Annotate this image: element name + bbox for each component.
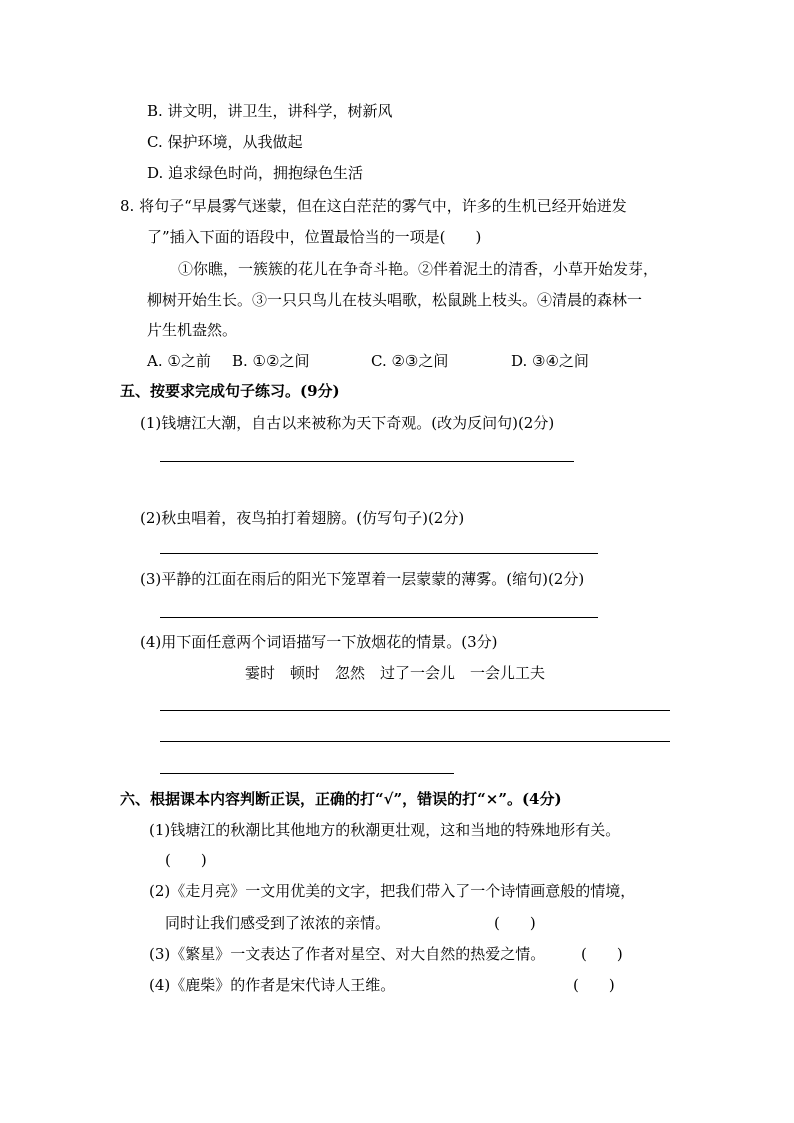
section5-q4: (4)用下面任意两个词语描写一下放烟花的情景。(3分)	[140, 633, 498, 651]
q8-passage-line1: ①你瞧，一簇簇的花儿在争奇斗艳。②伴着泥土的清香，小草开始发芽，	[178, 260, 659, 278]
section6-q4: (4)《鹿柴》的作者是宋代诗人王维。	[149, 976, 396, 994]
word-list: 霎时 顿时 忽然 过了一会儿 一会儿工夫	[245, 664, 546, 682]
section6-q1: (1)钱塘江的秋潮比其他地方的秋潮更壮观，这和当地的特殊地形有关。	[149, 821, 621, 839]
answer-parentheses[interactable]: ( )	[581, 945, 623, 963]
q8-option-a: A. ①之前	[147, 352, 211, 370]
answer-parentheses[interactable]: ( )	[573, 976, 615, 994]
q8-passage-line2: 柳树开始生长。③一只只鸟儿在枝头唱歌，松鼠跳上枝头。④清晨的森林一	[147, 291, 643, 309]
q7-option-d: D. 追求绿色时尚，拥抱绿色生活	[147, 164, 364, 182]
section6-title: 六、根据课本内容判断正误，正确的打“√”，错误的打“×”。(4分)	[120, 790, 562, 808]
section5-q1: (1)钱塘江大潮，自古以来被称为天下奇观。(改为反问句)(2分)	[140, 414, 555, 432]
q8-stem-line1: 8. 将句子“早晨雾气迷蒙，但在这白茫茫的雾气中，许多的生机已经开始迸发	[120, 197, 627, 215]
section6-q2-line1: (2)《走月亮》一文用优美的文字，把我们带入了一个诗情画意般的情境，	[149, 882, 636, 900]
section6-q3: (3)《繁星》一文表达了作者对星空、对大自然的热爱之情。	[149, 945, 546, 963]
q8-stem-line2: 了”插入下面的语段中，位置最恰当的一项是( )	[147, 228, 482, 246]
q8-option-d: D. ③④之间	[511, 352, 589, 370]
q7-option-b: B. 讲文明，讲卫生，讲科学，树新风	[147, 102, 393, 120]
section5-q2: (2)秋虫唱着，夜鸟拍打着翅膀。(仿写句子)(2分)	[140, 509, 465, 527]
section5-title: 五、按要求完成句子练习。(9分)	[120, 382, 340, 400]
answer-parentheses[interactable]: ( )	[165, 851, 207, 869]
section5-q3: (3)平静的江面在雨后的阳光下笼罩着一层蒙蒙的薄雾。(缩句)(2分)	[140, 570, 585, 588]
answer-parentheses[interactable]: ( )	[494, 914, 536, 932]
answer-line[interactable]	[160, 617, 598, 618]
q8-option-b: B. ①②之间	[232, 352, 310, 370]
answer-line[interactable]	[160, 741, 670, 742]
q8-passage-line3: 片生机盎然。	[147, 321, 238, 339]
q8-option-c: C. ②③之间	[371, 352, 449, 370]
answer-line[interactable]	[160, 773, 454, 774]
answer-line[interactable]	[160, 710, 670, 711]
section6-q2-line2: 同时让我们感受到了浓浓的亲情。	[165, 914, 391, 932]
q7-option-c: C. 保护环境，从我做起	[147, 133, 303, 151]
answer-line[interactable]	[160, 553, 598, 554]
answer-line[interactable]	[160, 461, 574, 462]
